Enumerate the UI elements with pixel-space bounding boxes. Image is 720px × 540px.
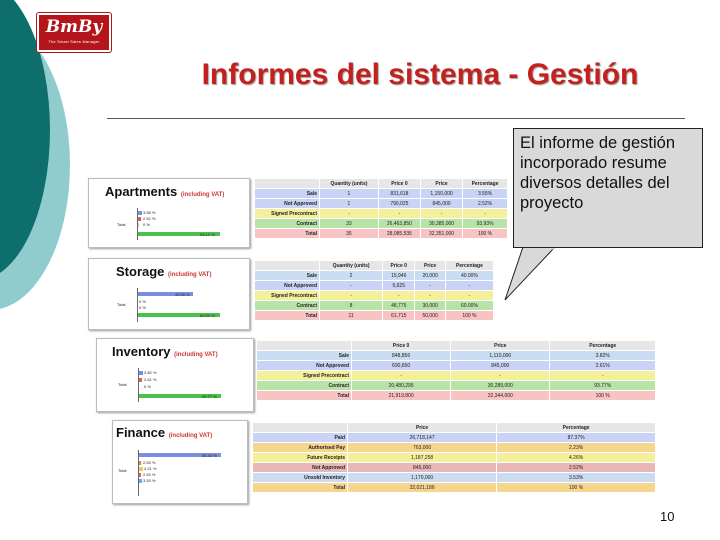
- table-row: Sale 1 831,618 1,150,000 3.55%: [255, 189, 508, 199]
- chart-bar: [139, 378, 142, 382]
- title-divider: [107, 118, 685, 119]
- chart-bar: [138, 211, 142, 215]
- report-title: Finance (including VAT): [116, 425, 213, 440]
- chart-bar: [139, 461, 141, 465]
- report-table: Quantity (units) Price 0 Price Percentage Sale 2 15,946 20,000 40.00% Not Approved - 5,625 - - Signed Precontract - - - - Contract 8 48,775 30,000 60.00% Total 11 61,715 50,000 100 %: [254, 260, 494, 321]
- chart-total-label: Total: [117, 302, 126, 307]
- table-row: Not Approved - 5,625 - -: [255, 281, 494, 291]
- chart-total-label: Total: [117, 222, 126, 227]
- chart-bar: [139, 473, 141, 477]
- table-row: Total 32,021,186 100 %: [253, 483, 656, 493]
- chart-bar-label: 0 %: [139, 299, 146, 304]
- table-row: Contract 8 48,775 30,000 60.00%: [255, 301, 494, 311]
- bmby-logo: [37, 13, 111, 52]
- table-row: Authorised Pay 763,000 2.23%: [253, 443, 656, 453]
- report-title: Apartments (including VAT): [105, 184, 225, 199]
- report-title: Storage (including VAT): [116, 264, 212, 279]
- logo-mark: BmBy: [45, 17, 103, 37]
- chart-bar: [139, 479, 142, 483]
- chart-bar-label: 0 %: [143, 222, 150, 227]
- chart-bar-label: 3.58 %: [143, 210, 156, 215]
- table-row: Future Receipts 1,187,258 4.26%: [253, 453, 656, 463]
- table-row: Total 21,919,800 32,344,000 100 %: [257, 391, 656, 401]
- chart-total-label: Total: [118, 382, 127, 387]
- chart-bar-label: 60.00 %: [200, 313, 215, 318]
- chart-bar-label: 0 %: [139, 305, 146, 310]
- callout-box: El informe de gestión incorporado resume diversos detalles del proyecto: [513, 128, 703, 248]
- page-number: 10: [660, 509, 675, 524]
- logo-tagline: The Smart Sales Manager: [48, 39, 100, 44]
- chart-bar-label: 83.34 %: [202, 453, 217, 458]
- chart-bar-label: 4.21 %: [144, 466, 157, 471]
- chart-total-label: Total: [118, 468, 127, 473]
- chart-bar: [138, 223, 139, 227]
- table-row: Signed Precontract - - - -: [255, 209, 508, 219]
- report-table: Price 0 Price Percentage Sale 848,856 1,110,000 3.82% Not Approved 690,650 845,000 2.61% Signed Precontract - - - Contract 20,480,295 30,289,000 93.77% Total 21,919,800 32,344,000 100 %: [256, 340, 656, 401]
- table-row: Contract 33 26,463,850 30,385,000 93.93%: [255, 219, 508, 229]
- callout-pointer: [500, 240, 580, 310]
- table-row: Not Approved 1 790,025 845,000 2.52%: [255, 199, 508, 209]
- report-title: Inventory (including VAT): [112, 344, 218, 359]
- table-row: Total 35 28,085,535 32,351,000 100 %: [255, 229, 508, 239]
- table-row: Not Approved 845,000 2.52%: [253, 463, 656, 473]
- table-row: Signed Precontract - - -: [257, 371, 656, 381]
- chart-bar: [139, 467, 143, 471]
- chart-bar-label: 40.00 %: [175, 292, 190, 297]
- chart-bar-label: 2.53 %: [143, 460, 156, 465]
- chart-bar-label: 93.12 %: [200, 232, 215, 237]
- report-table: Quantity (units) Price 0 Price Percentage Sale 1 831,618 1,150,000 3.55% Not Approved 1 790,025 845,000 2.52% Signed Precontract - - - - Contract 33 26,463,850 30,385,000 93.93% Total 35 28,085,535 32,351,000 100 %: [254, 178, 508, 239]
- chart-bar-label: 3.53 %: [143, 478, 156, 483]
- table-row: Contract 20,480,295 30,289,000 93.77%: [257, 381, 656, 391]
- chart-bar: [138, 217, 141, 221]
- chart-bar-label: 2.52 %: [143, 472, 156, 477]
- table-row: Paid 26,718,147 87.37%: [253, 433, 656, 443]
- table-row: Not Approved 690,650 845,000 2.61%: [257, 361, 656, 371]
- table-row: Signed Precontract - - - -: [255, 291, 494, 301]
- chart-bar-label: 2.52 %: [143, 216, 156, 221]
- chart-bar-label: 93.77 %: [202, 394, 217, 399]
- table-row: Sale 2 15,946 20,000 40.00%: [255, 271, 494, 281]
- table-row: Total 11 61,715 50,000 100 %: [255, 311, 494, 321]
- report-table: Price Percentage Paid 26,718,147 87.37% Authorised Pay 763,000 2.23% Future Receipts 1,187,258 4.26% Not Approved 845,000 2.52% Unsold Inventory 1,170,000 3.53% Total 32,021,186 100 %: [252, 422, 656, 493]
- chart-bar-label: 3.82 %: [144, 370, 157, 375]
- table-row: Unsold Inventory 1,170,000 3.53%: [253, 473, 656, 483]
- slide-title: Informes del sistema - Gestión: [201, 58, 639, 91]
- chart-bar: [139, 371, 143, 375]
- chart-bar-label: 0 %: [144, 384, 151, 389]
- chart-bar-label: 2.61 %: [144, 377, 157, 382]
- table-row: Sale 848,856 1,110,000 3.82%: [257, 351, 656, 361]
